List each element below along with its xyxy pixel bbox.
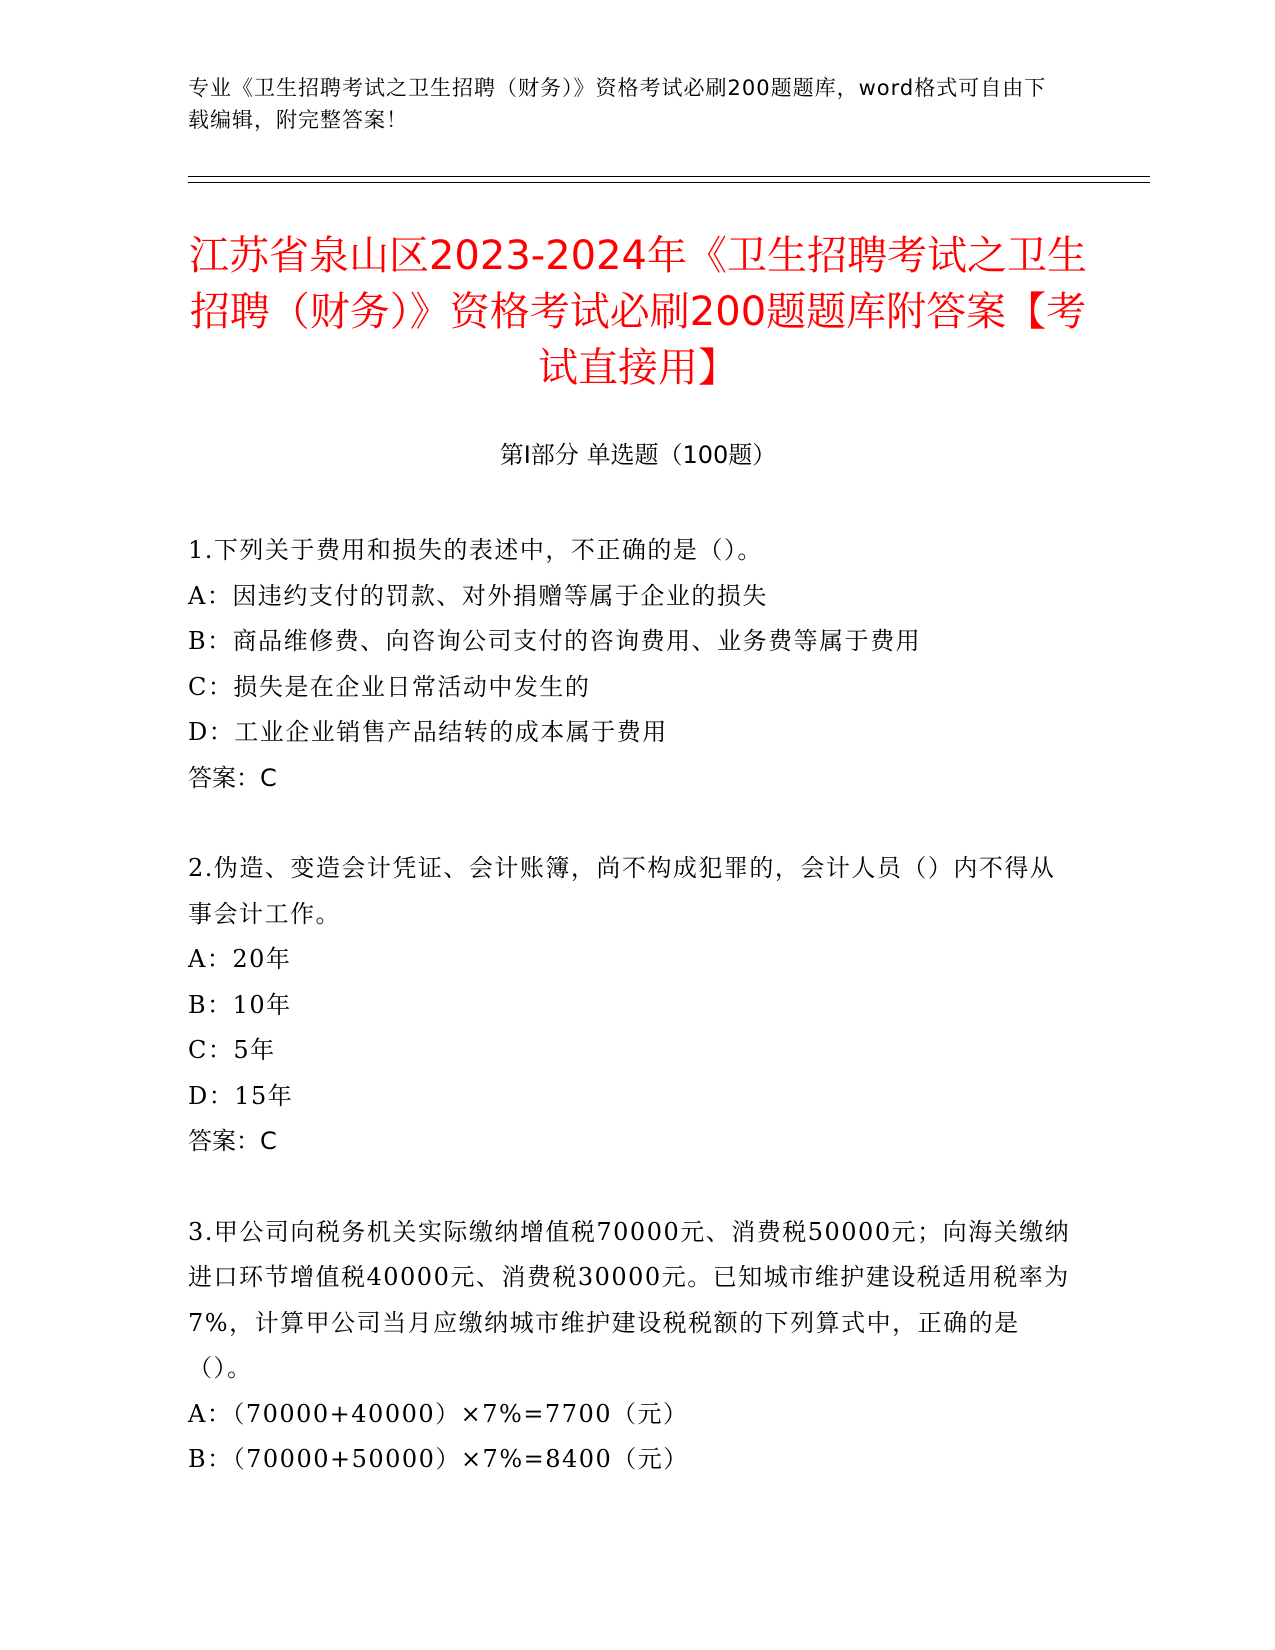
header-note: 专业《卫生招聘考试之卫生招聘（财务）》资格考试必刷200题题库，word格式可自由下载编辑，附完整答案！ — [188, 76, 1047, 132]
document-title: 江苏省泉山区2023-2024年《卫生招聘考试之卫生招聘（财务）》资格考试必刷200题题库附答案【考试直接用】 — [188, 233, 1088, 391]
question-stem: 3.甲公司向税务机关实际缴纳增值税70000元、消费税50000元；向海关缴纳进口环节增值税40000元、消费税30000元。已知城市维护建设税适用税率为7%，计算甲公司当月应缴纳城市维护建设税税额的下列算式中，正确的是（）。 — [188, 1217, 1071, 1382]
option-c: C：损失是在企业日常活动中发生的 — [188, 672, 591, 701]
question-stem: 1.下列关于费用和损失的表述中，不正确的是（）。 — [188, 536, 763, 564]
option-b: B：10年 — [188, 990, 292, 1019]
header-divider-top — [188, 176, 1150, 177]
header-divider-bottom — [188, 182, 1150, 183]
answer: 答案：C — [188, 763, 277, 792]
option-a: A：20年 — [188, 945, 292, 973]
answer: 答案：C — [188, 1127, 277, 1155]
question-2 — [188, 846, 1078, 1165]
option-b: B：（70000+50000）×7%=8400（元） — [188, 1445, 689, 1473]
question-1 — [188, 528, 1078, 801]
option-a: A：（70000+40000）×7%=7700（元） — [188, 1399, 689, 1428]
option-d: D：15年 — [188, 1081, 294, 1110]
option-b: B：商品维修费、向咨询公司支付的咨询费用、业务费等属于费用 — [188, 627, 922, 655]
option-c: C：5年 — [188, 1036, 276, 1064]
question-3 — [188, 1210, 1078, 1483]
section-title: 第Ⅰ部分 单选题（100题） — [499, 441, 777, 469]
option-d: D：工业企业销售产品结转的成本属于费用 — [188, 718, 668, 746]
question-list — [188, 528, 1078, 1528]
question-stem: 2.伪造、变造会计凭证、会计账簿，尚不构成犯罪的，会计人员（）内不得从事会计工作。 — [188, 854, 1056, 928]
option-a: A：因违约支付的罚款、对外捐赠等属于企业的损失 — [188, 581, 768, 610]
